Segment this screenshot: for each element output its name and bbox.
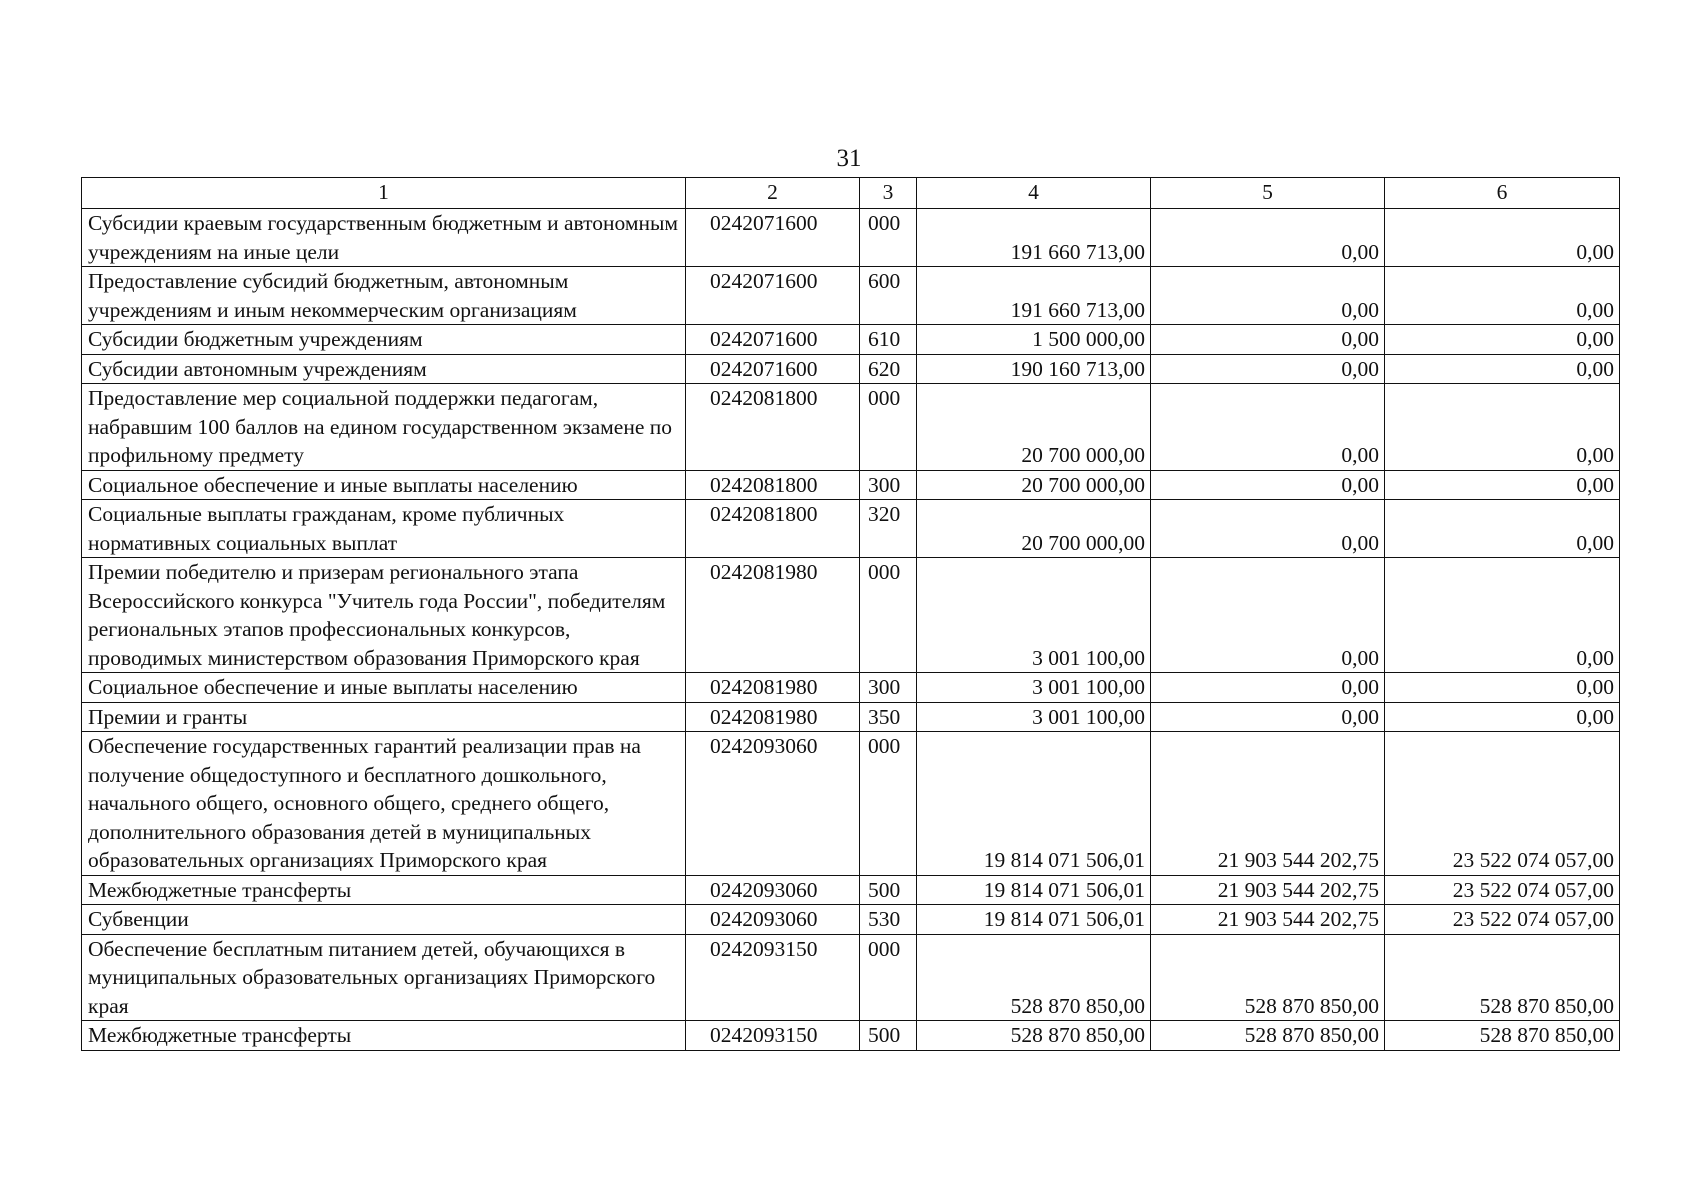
row-amount-col6: 528 870 850,00 — [1385, 934, 1620, 1021]
page-number: 31 — [836, 145, 862, 172]
row-target-code: 0242081980 — [686, 702, 860, 732]
row-name: Социальное обеспечение и иные выплаты населению — [82, 470, 686, 500]
row-target-code: 0242093060 — [686, 905, 860, 935]
column-header: 2 — [686, 178, 860, 209]
row-amount-col6: 0,00 — [1385, 702, 1620, 732]
row-name: Межбюджетные трансферты — [82, 875, 686, 905]
table-row — [82, 1021, 1620, 1051]
row-name: Премии победителю и призерам регионального этапа Всероссийского конкурса "Учитель года России", победителям региональных этапов профессиональных конкурсов, проводимых министерством образования Приморского края — [82, 558, 686, 673]
row-amount-col5: 0,00 — [1151, 558, 1385, 673]
row-amount-col6: 0,00 — [1385, 354, 1620, 384]
row-amount-col5: 0,00 — [1151, 209, 1385, 267]
row-amount-col6: 23 522 074 057,00 — [1385, 905, 1620, 935]
row-target-code: 0242093060 — [686, 875, 860, 905]
table-row — [82, 209, 1620, 267]
table-row — [82, 905, 1620, 935]
row-expense-type: 320 — [860, 500, 917, 558]
table-row — [82, 732, 1620, 876]
table-row — [82, 702, 1620, 732]
column-header: 3 — [860, 178, 917, 209]
row-amount-col6: 0,00 — [1385, 470, 1620, 500]
row-name: Субсидии краевым государственным бюджетным и автономным учреждениям на иные цели — [82, 209, 686, 267]
row-amount-col4: 20 700 000,00 — [917, 384, 1151, 471]
table-row — [82, 500, 1620, 558]
budget-table — [81, 177, 1620, 1051]
row-target-code: 0242071600 — [686, 267, 860, 325]
row-amount-col4: 3 001 100,00 — [917, 558, 1151, 673]
row-amount-col4: 19 814 071 506,01 — [917, 875, 1151, 905]
row-amount-col4: 3 001 100,00 — [917, 673, 1151, 703]
row-amount-col6: 0,00 — [1385, 267, 1620, 325]
row-expense-type: 530 — [860, 905, 917, 935]
column-header: 5 — [1151, 178, 1385, 209]
row-amount-col5: 21 903 544 202,75 — [1151, 732, 1385, 876]
row-name: Социальное обеспечение и иные выплаты населению — [82, 673, 686, 703]
row-target-code: 0242093150 — [686, 1021, 860, 1051]
row-amount-col6: 0,00 — [1385, 209, 1620, 267]
row-amount-col6: 0,00 — [1385, 558, 1620, 673]
row-amount-col5: 0,00 — [1151, 673, 1385, 703]
row-amount-col5: 0,00 — [1151, 384, 1385, 471]
row-amount-col4: 528 870 850,00 — [917, 1021, 1151, 1051]
row-expense-type: 500 — [860, 1021, 917, 1051]
row-target-code: 0242081800 — [686, 470, 860, 500]
row-expense-type: 350 — [860, 702, 917, 732]
row-name: Предоставление мер социальной поддержки педагогам, набравшим 100 баллов на едином государственном экзамене по профильному предмету — [82, 384, 686, 471]
row-amount-col6: 0,00 — [1385, 500, 1620, 558]
row-amount-col4: 20 700 000,00 — [917, 470, 1151, 500]
row-amount-col4: 19 814 071 506,01 — [917, 905, 1151, 935]
table-row — [82, 384, 1620, 471]
row-amount-col6: 0,00 — [1385, 325, 1620, 355]
row-amount-col4: 20 700 000,00 — [917, 500, 1151, 558]
row-amount-col4: 3 001 100,00 — [917, 702, 1151, 732]
row-amount-col4: 19 814 071 506,01 — [917, 732, 1151, 876]
header-row — [82, 178, 1620, 209]
row-target-code: 0242081980 — [686, 558, 860, 673]
table-row — [82, 470, 1620, 500]
row-target-code: 0242071600 — [686, 354, 860, 384]
row-name: Обеспечение бесплатным питанием детей, обучающихся в муниципальных образовательных организациях Приморского края — [82, 934, 686, 1021]
row-name: Субсидии бюджетным учреждениям — [82, 325, 686, 355]
row-expense-type: 000 — [860, 384, 917, 471]
row-amount-col4: 528 870 850,00 — [917, 934, 1151, 1021]
table-row — [82, 875, 1620, 905]
row-target-code: 0242081800 — [686, 500, 860, 558]
row-amount-col5: 0,00 — [1151, 267, 1385, 325]
column-header: 6 — [1385, 178, 1620, 209]
row-name: Обеспечение государственных гарантий реализации прав на получение общедоступного и бесплатного дошкольного, начального общего, основного общего, среднего общего, дополнительного образования детей в муниципальных образовательных организациях Приморского края — [82, 732, 686, 876]
row-target-code: 0242071600 — [686, 209, 860, 267]
row-amount-col6: 528 870 850,00 — [1385, 1021, 1620, 1051]
row-amount-col5: 0,00 — [1151, 354, 1385, 384]
row-amount-col5: 0,00 — [1151, 325, 1385, 355]
row-expense-type: 300 — [860, 470, 917, 500]
row-expense-type: 610 — [860, 325, 917, 355]
row-target-code: 0242081800 — [686, 384, 860, 471]
row-expense-type: 500 — [860, 875, 917, 905]
row-amount-col6: 0,00 — [1385, 384, 1620, 471]
row-name: Межбюджетные трансферты — [82, 1021, 686, 1051]
row-amount-col5: 528 870 850,00 — [1151, 1021, 1385, 1051]
row-amount-col5: 0,00 — [1151, 702, 1385, 732]
row-amount-col5: 21 903 544 202,75 — [1151, 905, 1385, 935]
table-row — [82, 558, 1620, 673]
row-target-code: 0242071600 — [686, 325, 860, 355]
row-expense-type: 000 — [860, 209, 917, 267]
row-amount-col4: 191 660 713,00 — [917, 267, 1151, 325]
row-amount-col5: 0,00 — [1151, 500, 1385, 558]
row-amount-col4: 190 160 713,00 — [917, 354, 1151, 384]
table-row — [82, 267, 1620, 325]
row-expense-type: 000 — [860, 558, 917, 673]
row-amount-col6: 23 522 074 057,00 — [1385, 732, 1620, 876]
table-row — [82, 354, 1620, 384]
table-row — [82, 673, 1620, 703]
column-header: 1 — [82, 178, 686, 209]
row-amount-col5: 0,00 — [1151, 470, 1385, 500]
row-expense-type: 620 — [860, 354, 917, 384]
row-target-code: 0242093060 — [686, 732, 860, 876]
row-expense-type: 000 — [860, 934, 917, 1021]
row-amount-col5: 21 903 544 202,75 — [1151, 875, 1385, 905]
column-header: 4 — [917, 178, 1151, 209]
row-name: Субвенции — [82, 905, 686, 935]
row-target-code: 0242093150 — [686, 934, 860, 1021]
row-name: Социальные выплаты гражданам, кроме публичных нормативных социальных выплат — [82, 500, 686, 558]
row-expense-type: 600 — [860, 267, 917, 325]
row-amount-col6: 0,00 — [1385, 673, 1620, 703]
table-row — [82, 934, 1620, 1021]
row-name: Субсидии автономным учреждениям — [82, 354, 686, 384]
row-name: Премии и гранты — [82, 702, 686, 732]
row-amount-col4: 1 500 000,00 — [917, 325, 1151, 355]
row-expense-type: 000 — [860, 732, 917, 876]
row-amount-col5: 528 870 850,00 — [1151, 934, 1385, 1021]
row-amount-col6: 23 522 074 057,00 — [1385, 875, 1620, 905]
row-target-code: 0242081980 — [686, 673, 860, 703]
row-amount-col4: 191 660 713,00 — [917, 209, 1151, 267]
row-expense-type: 300 — [860, 673, 917, 703]
table-row — [82, 325, 1620, 355]
row-name: Предоставление субсидий бюджетным, автономным учреждениям и иным некоммерческим организациям — [82, 267, 686, 325]
